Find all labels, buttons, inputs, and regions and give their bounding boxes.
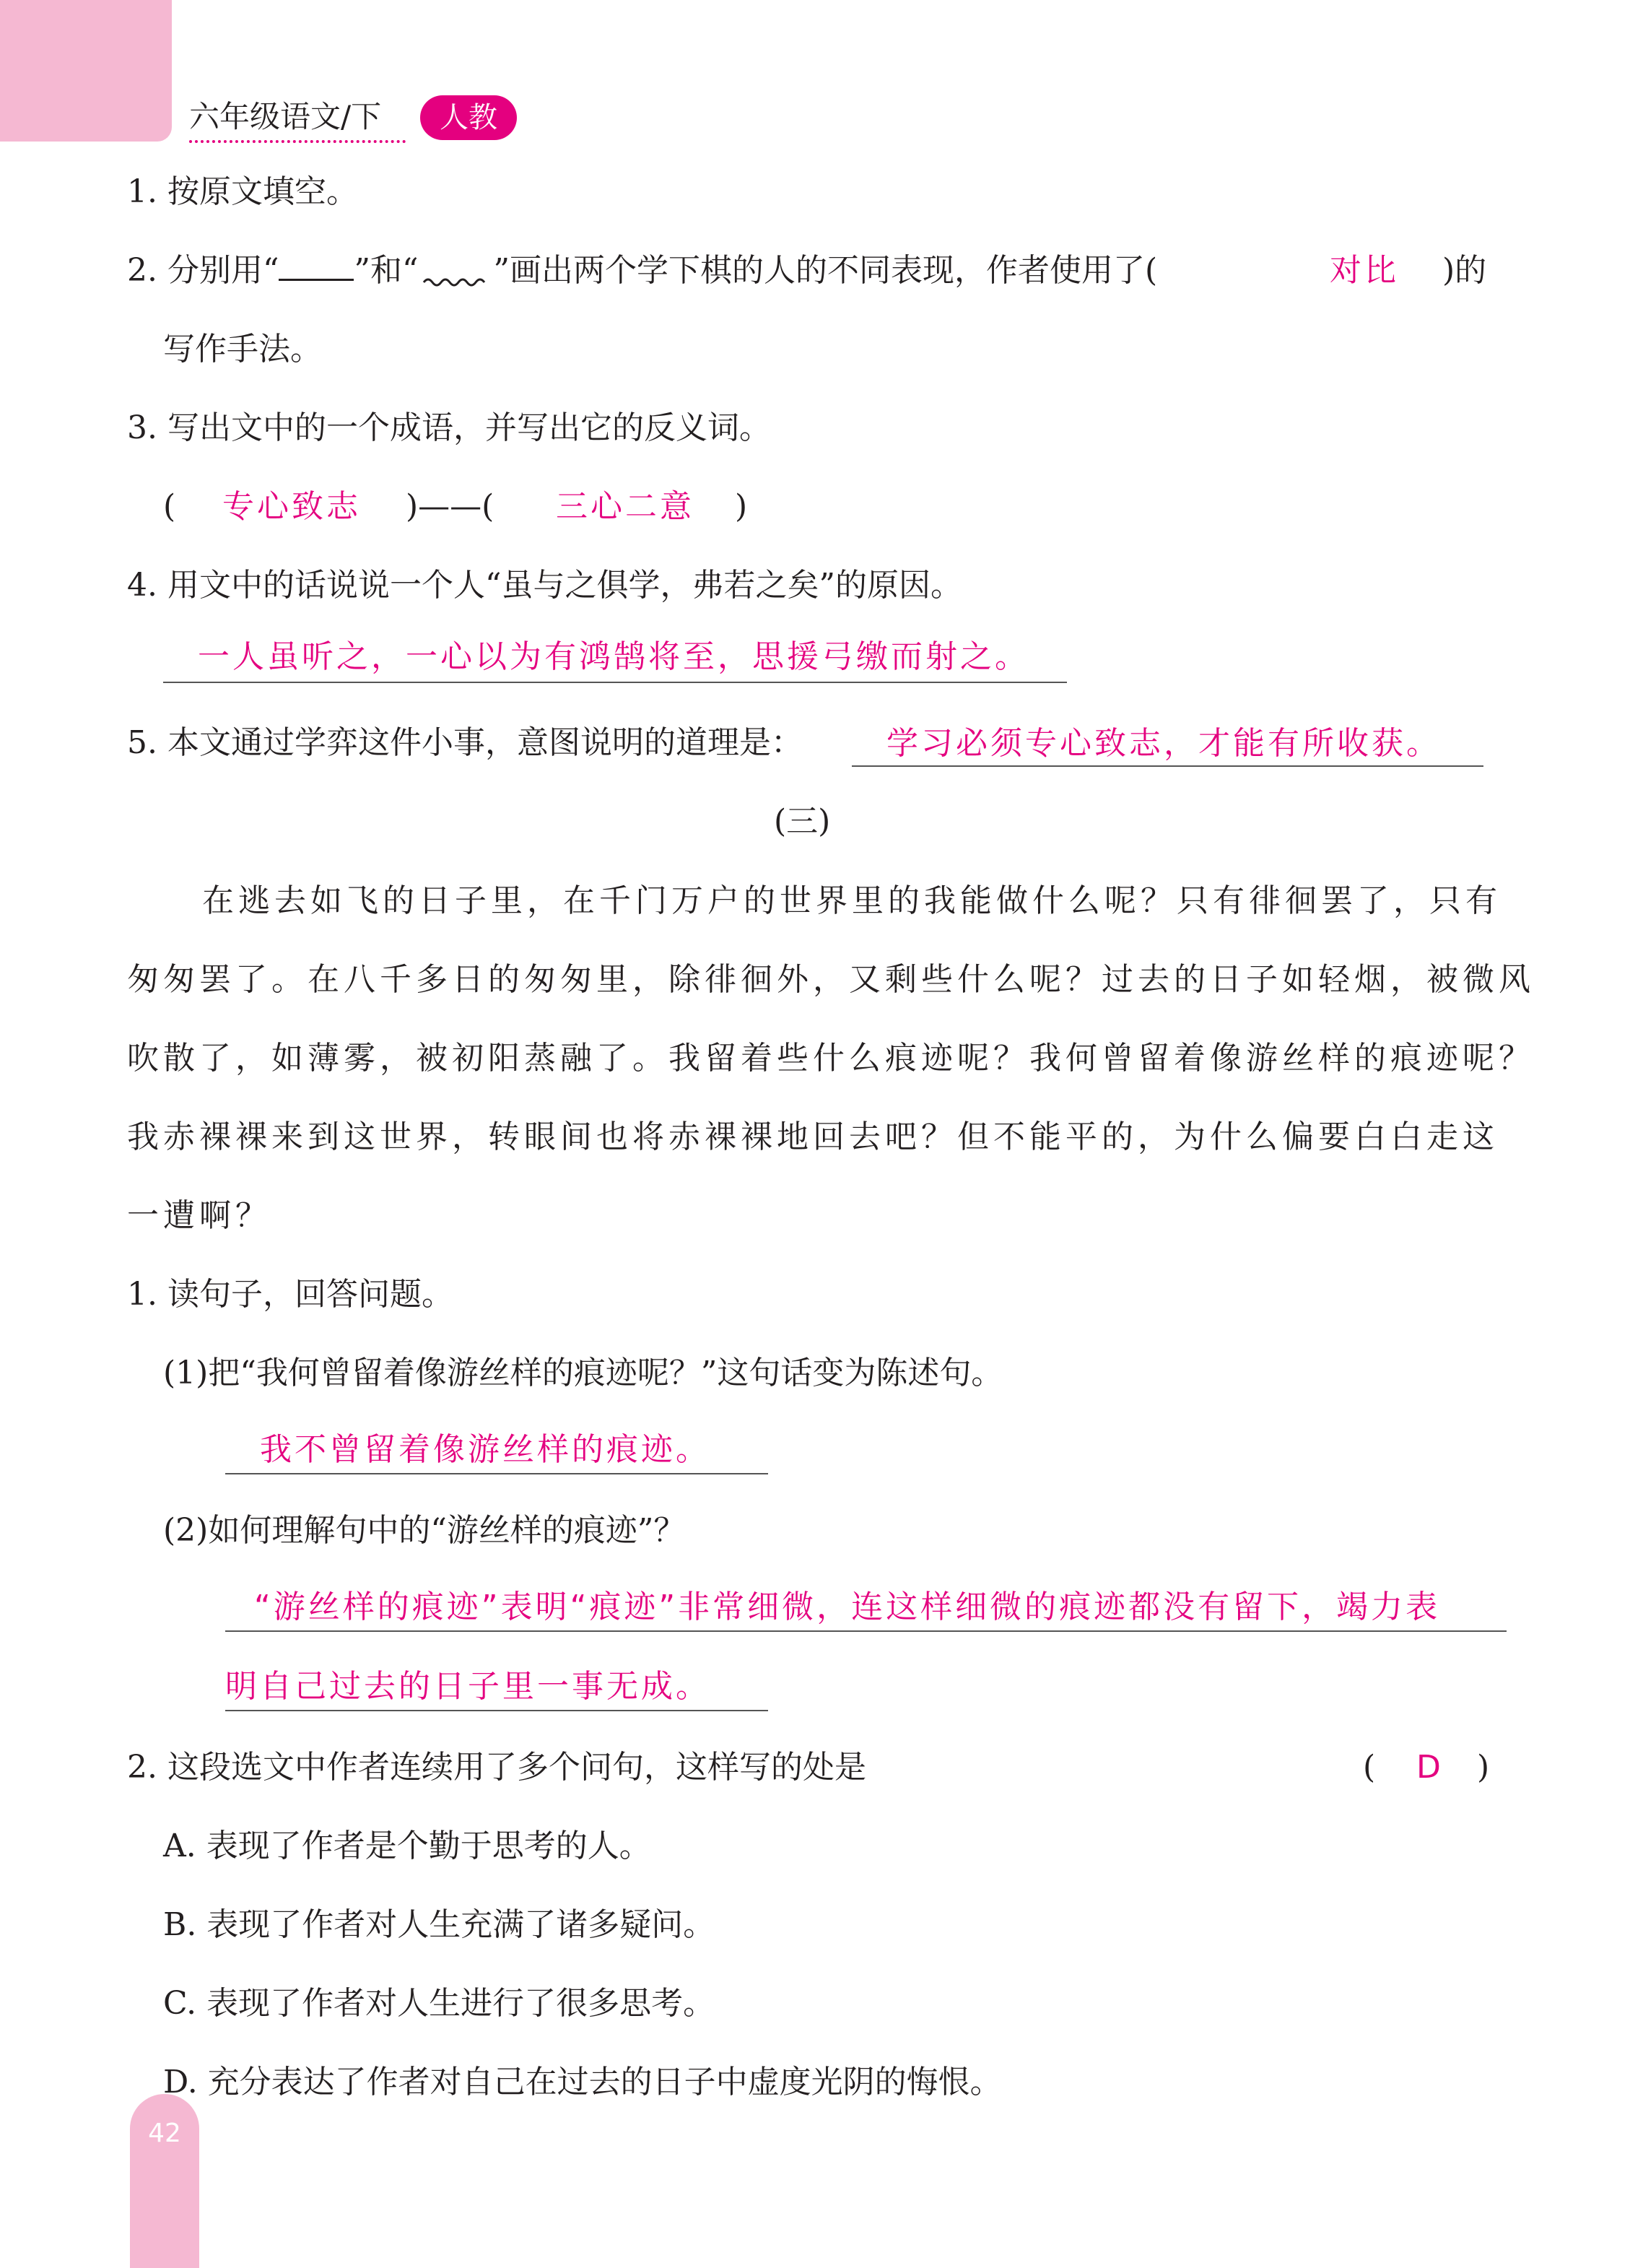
section-3-question-2-paren-close: ) xyxy=(1477,1749,1490,1786)
section-3-question-1-1: (1)把“我何曾留着像游丝样的痕迹呢？”这句话变为陈述句。 xyxy=(163,1355,1003,1391)
section-3-title: (三) xyxy=(774,803,831,840)
section-3-question-1-1-answer-line xyxy=(225,1430,768,1474)
passage-line: 匆匆罢了。在八千多日的匆匆里，除徘徊外，又剩些什么呢？过去的日子如轻烟，被微风 xyxy=(127,961,1535,998)
passage-line: 一遭啊？ xyxy=(127,1197,271,1234)
section-3-question-1: 1. 读句子，回答问题。 xyxy=(127,1276,453,1313)
section-3-question-1-2: (2)如何理解句中的“游丝样的痕迹”？ xyxy=(163,1512,686,1549)
option-a: A. 表现了作者是个勤于思考的人。 xyxy=(163,1828,651,1864)
passage-line: 吹散了，如薄雾，被初阳蒸融了。我留着些什么痕迹呢？我何曾留着像游丝样的痕迹呢？ xyxy=(127,1040,1535,1077)
header-corner-decoration xyxy=(0,0,172,142)
section-3-question-1-2-answer-line-2 xyxy=(225,1667,768,1711)
option-d: D. 充分表达了作者对自己在过去的日子中虚度光阴的悔恨。 xyxy=(163,2064,1002,2100)
page-number: 42 xyxy=(148,2119,181,2148)
option-c: C. 表现了作者对人生进行了很多思考。 xyxy=(163,1985,715,2022)
question-3-paren-open: ( xyxy=(163,488,176,525)
section-3-question-1-2-answer-2: 明自己过去的日子里一事无成。 xyxy=(225,1668,710,1705)
straight-underline-sample xyxy=(279,250,354,281)
question-2-part-e: 写作手法。 xyxy=(163,331,322,368)
section-3-question-1-2-answer-1: “游丝样的痕迹”表明“痕迹”非常细微，连这样细微的痕迹都没有留下，竭力表 xyxy=(254,1589,1441,1625)
question-2-part-d: )的 xyxy=(1442,252,1487,289)
question-3: 3. 写出文中的一个成语，并写出它的反义词。 xyxy=(127,409,771,446)
question-4-answer-line xyxy=(163,638,1067,683)
question-2-part-a: 2. 分别用“ xyxy=(127,252,279,289)
option-b: B. 表现了作者对人生充满了诸多疑问。 xyxy=(163,1906,715,1943)
section-3-question-2-answer: D xyxy=(1416,1749,1444,1786)
question-4: 4. 用文中的话说说一个人“虽与之俱学，弗若之矣”的原因。 xyxy=(127,567,962,604)
question-1-fill-in: 1. 按原文填空。 xyxy=(127,173,358,210)
section-3-question-1-2-answer-line-1 xyxy=(225,1587,1507,1632)
question-2-part-c: ”画出两个学下棋的人的不同表现，作者使用了( xyxy=(493,252,1158,289)
wavy-underline-sample xyxy=(418,252,493,281)
question-5-answer-line xyxy=(852,722,1483,767)
question-3-separator: )——( xyxy=(406,488,494,525)
header-dotted-divider xyxy=(189,140,406,143)
question-3-paren-close: ) xyxy=(735,488,748,525)
question-5-answer: 学习必须专心致志，才能有所收获。 xyxy=(886,725,1441,762)
passage-line: 我赤裸裸来到这世界，转眼间也将赤裸裸地回去吧？但不能平的，为什么偏要白白走这 xyxy=(127,1118,1499,1155)
question-2-answer: 对比 xyxy=(1330,252,1399,289)
question-3-idiom-answer: 专心致志 xyxy=(222,488,361,525)
question-3-antonym-answer: 三心二意 xyxy=(556,488,694,525)
section-3-question-2-paren-open: ( xyxy=(1363,1749,1376,1786)
question-2 xyxy=(127,249,1157,292)
question-2-part-b: ”和“ xyxy=(354,252,419,289)
section-3-question-2: 2. 这段选文中作者连续用了多个问句，这样写的处是 xyxy=(127,1749,866,1786)
passage-line: 在逃去如飞的日子里，在千门万户的世界里的我能做什么呢？只有徘徊罢了，只有 xyxy=(202,882,1502,919)
edition-badge: 人教 xyxy=(420,95,517,140)
question-4-answer: 一人虽听之，一心以为有鸿鹄将至，思援弓缴而射之。 xyxy=(198,638,1029,675)
section-3-question-1-1-answer: 我不曾留着像游丝样的痕迹。 xyxy=(260,1431,710,1468)
question-5: 5. 本文通过学弈这件小事，意图说明的道理是： xyxy=(127,724,803,761)
book-title: 六年级语文/下 xyxy=(189,99,382,134)
